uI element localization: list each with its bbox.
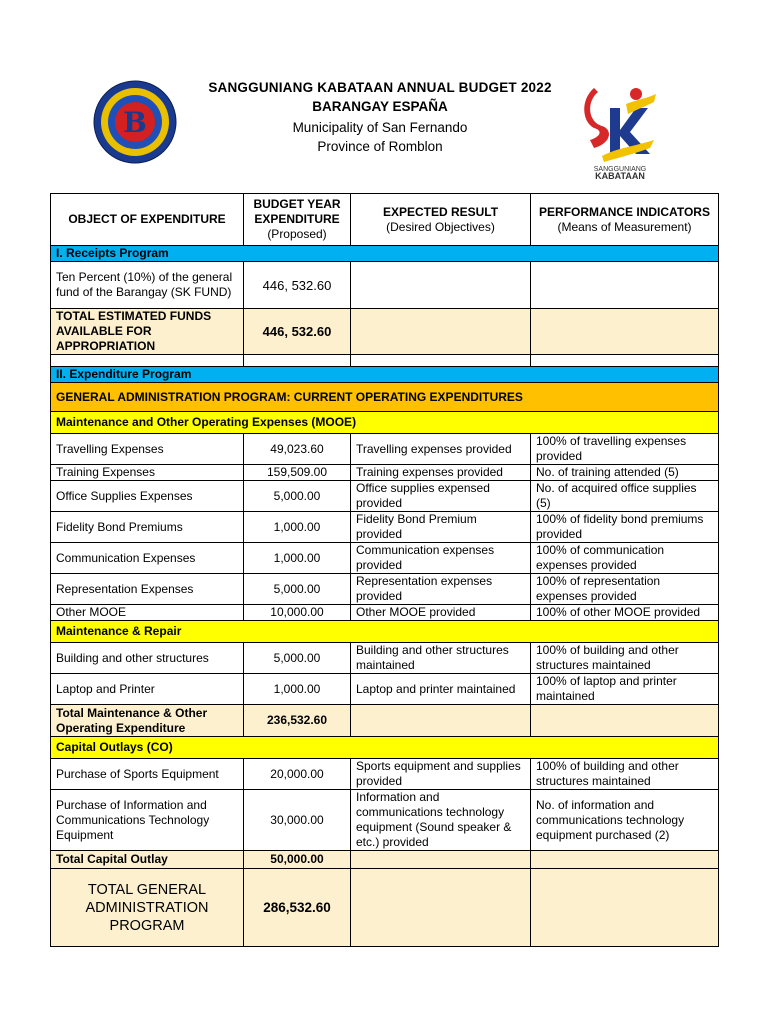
grand-total-amount: 286,532.60 — [244, 869, 351, 947]
col-header-indicators: PERFORMANCE INDICATORS (Means of Measurement) — [531, 194, 719, 246]
repair-heading: Maintenance & Repair — [51, 621, 719, 643]
province: Province of Romblon — [317, 139, 443, 154]
co-total-label: Total Capital Outlay — [51, 851, 244, 869]
col-header-result: EXPECTED RESULT (Desired Objectives) — [351, 194, 531, 246]
co-heading: Capital Outlays (CO) — [51, 737, 719, 759]
receipts-item: Ten Percent (10%) of the general fund of the Barangay (SK FUND) — [51, 262, 244, 309]
table-row — [51, 574, 719, 605]
table-row — [51, 512, 719, 543]
mooe-item: Travelling Expenses — [51, 434, 244, 465]
mooe-indicator: 100% of fidelity bond premiums provided — [531, 512, 719, 543]
repair-indicator: 100% of building and other structures maintained — [531, 643, 719, 674]
sk-kabataan-logo — [580, 82, 660, 180]
repair-result: Building and other structures maintained — [351, 643, 531, 674]
col-header-object: OBJECT OF EXPENDITURE — [51, 194, 244, 246]
mooe-result: Training expenses provided — [351, 465, 531, 481]
expenditure-heading-row — [51, 367, 719, 383]
mooe-total-row — [51, 705, 719, 737]
mooe-amount: 10,000.00 — [244, 605, 351, 621]
receipts-amount: 446, 532.60 — [244, 262, 351, 309]
document-header — [0, 0, 768, 190]
co-item: Purchase of Sports Equipment — [51, 759, 244, 790]
program-heading-row — [51, 383, 719, 412]
co-indicator: 100% of building and other structures maintained — [531, 759, 719, 790]
mooe-amount: 159,509.00 — [244, 465, 351, 481]
spacer-row — [51, 355, 719, 367]
repair-amount: 1,000.00 — [244, 674, 351, 705]
co-total-amount: 50,000.00 — [244, 851, 351, 869]
mooe-result: Fidelity Bond Premium provided — [351, 512, 531, 543]
mooe-indicator: 100% of communication expenses provided — [531, 543, 719, 574]
mooe-amount: 5,000.00 — [244, 574, 351, 605]
program-heading: GENERAL ADMINISTRATION PROGRAM: CURRENT OPERATING EXPENDITURES — [51, 383, 719, 412]
co-indicator: No. of information and communications technology equipment purchased (2) — [531, 790, 719, 851]
repair-indicator: 100% of laptop and printer maintained — [531, 674, 719, 705]
mooe-result: Representation expenses provided — [351, 574, 531, 605]
co-result: Sports equipment and supplies provided — [351, 759, 531, 790]
mooe-indicator: 100% of travelling expenses provided — [531, 434, 719, 465]
table-row — [51, 481, 719, 512]
co-item: Purchase of Information and Communications Technology Equipment — [51, 790, 244, 851]
co-result: Information and communications technology equipment (Sound speaker & etc.) provided — [351, 790, 531, 851]
mooe-amount: 5,000.00 — [244, 481, 351, 512]
mooe-amount: 49,023.60 — [244, 434, 351, 465]
mooe-result: Other MOOE provided — [351, 605, 531, 621]
col-header-budget: BUDGET YEAR EXPENDITURE (Proposed) — [244, 194, 351, 246]
co-amount: 20,000.00 — [244, 759, 351, 790]
receipts-total-label: TOTAL ESTIMATED FUNDS AVAILABLE FOR APPROPRIATION — [51, 309, 244, 355]
grand-total-label: TOTAL GENERAL ADMINISTRATION PROGRAM — [51, 869, 244, 947]
receipts-heading: I. Receipts Program — [51, 246, 719, 262]
table-row — [51, 674, 719, 705]
repair-result: Laptop and printer maintained — [351, 674, 531, 705]
receipts-total-row — [51, 309, 719, 355]
mooe-item: Fidelity Bond Premiums — [51, 512, 244, 543]
svg-text:B: B — [123, 106, 147, 139]
document-title: SANGGUNIANG KABATAAN ANNUAL BUDGET 2022 — [208, 80, 552, 95]
repair-amount: 5,000.00 — [244, 643, 351, 674]
mooe-result: Travelling expenses provided — [351, 434, 531, 465]
table-row — [51, 643, 719, 674]
co-total-row — [51, 851, 719, 869]
table-row — [51, 605, 719, 621]
co-amount: 30,000.00 — [244, 790, 351, 851]
mooe-indicator: 100% of representation expenses provided — [531, 574, 719, 605]
mooe-indicator: 100% of other MOOE provided — [531, 605, 719, 621]
mooe-item: Office Supplies Expenses — [51, 481, 244, 512]
mooe-item: Other MOOE — [51, 605, 244, 621]
table-row — [51, 543, 719, 574]
mooe-item: Communication Expenses — [51, 543, 244, 574]
mooe-amount: 1,000.00 — [244, 512, 351, 543]
mooe-indicator: No. of training attended (5) — [531, 465, 719, 481]
expenditure-heading: II. Expenditure Program — [51, 367, 719, 383]
mooe-total-amount: 236,532.60 — [244, 705, 351, 737]
mooe-result: Communication expenses provided — [351, 543, 531, 574]
mooe-item: Representation Expenses — [51, 574, 244, 605]
mooe-heading-row — [51, 412, 719, 434]
repair-item: Building and other structures — [51, 643, 244, 674]
table-row — [51, 262, 719, 309]
mooe-indicator: No. of acquired office supplies (5) — [531, 481, 719, 512]
co-heading-row — [51, 737, 719, 759]
municipality: Municipality of San Fernando — [292, 120, 468, 135]
mooe-heading: Maintenance and Other Operating Expenses (MOOE) — [51, 412, 719, 434]
table-row — [51, 434, 719, 465]
table-row — [51, 465, 719, 481]
table-row — [51, 790, 719, 851]
table-row — [51, 759, 719, 790]
grand-total-row — [51, 869, 719, 947]
mooe-amount: 1,000.00 — [244, 543, 351, 574]
receipts-heading-row — [51, 246, 719, 262]
budget-table — [50, 193, 719, 947]
repair-heading-row — [51, 621, 719, 643]
table-header-row — [51, 194, 719, 246]
mooe-total-label: Total Maintenance & Other Operating Expenditure — [51, 705, 244, 737]
mooe-result: Office supplies expensed provided — [351, 481, 531, 512]
mooe-item: Training Expenses — [51, 465, 244, 481]
barangay-name: BARANGAY ESPAÑA — [312, 99, 448, 114]
svg-text:SANGGUNIANG: SANGGUNIANG — [593, 166, 647, 173]
repair-item: Laptop and Printer — [51, 674, 244, 705]
receipts-total-amount: 446, 532.60 — [244, 309, 351, 355]
svg-text:KABATAAN: KABATAAN — [595, 171, 645, 180]
